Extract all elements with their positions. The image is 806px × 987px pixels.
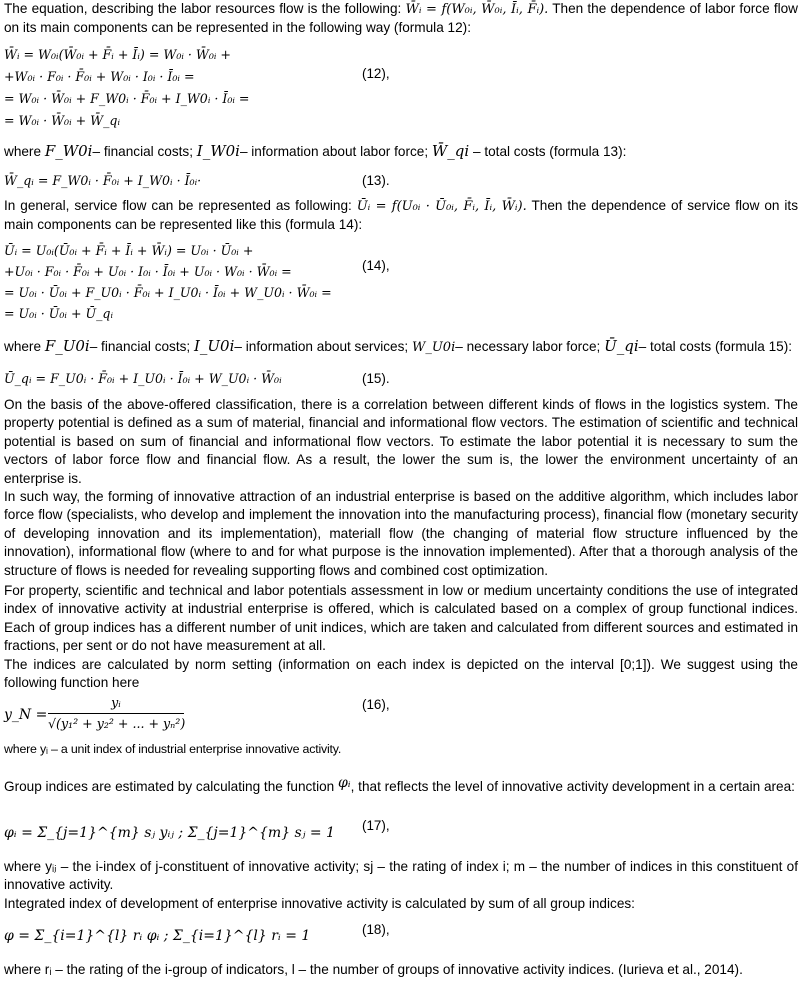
equation-number-13: (13). (362, 173, 390, 188)
equation-number-15: (15). (362, 371, 390, 386)
where-labor-terms (4, 142, 798, 161)
eq17-body: φᵢ = Σ_{j=1}^{m} sⱼ yᵢⱼ ; Σ_{j=1}^{m} sⱼ = 1 (4, 825, 335, 841)
equation-number-14: (14), (362, 258, 390, 273)
eq16-denominator: √(y₁² + y₂² + ... + yₙ²) (48, 716, 186, 731)
eq14-line-4: = U₀ᵢ · Ū₀ᵢ + Ū_qᵢ (4, 306, 114, 321)
rating-terms-definition: where rᵢ – the rating of the i-group of indicators, l – the number of groups of innovative activity indices. (Iurieva et al., 2014). (4, 962, 743, 977)
paragraph-labor-flow (4, 0, 798, 38)
symbol-iw0i: I_W0i (196, 142, 240, 160)
wqi-definition: – total costs (formula 13): (473, 144, 627, 159)
unit-index-definition: where yᵢ – a unit index of industrial enterprise innovative activity. (4, 742, 342, 756)
where-rating-terms (4, 961, 798, 979)
where-service-terms (4, 337, 798, 357)
group-indices-text: Group indices are estimated by calculating the function (4, 779, 335, 794)
eq16-fraction-bar (48, 713, 184, 714)
labor-flow-text: The equation, describing the labor resources flow is the following: (4, 1, 402, 16)
equation-12 (4, 44, 798, 132)
symbol-iu0i: I_U0i (193, 337, 235, 355)
group-indices-tail: , that reflects the level of innovative activity development in a certain area: (350, 779, 795, 794)
iw0i-definition: – information about labor force; (239, 144, 429, 159)
eq16-lhs: y_N = (4, 707, 48, 723)
fw0i-definition: – financial costs; (92, 144, 193, 159)
paragraph-correlation (4, 396, 798, 488)
paragraph-innovative-attraction (4, 488, 798, 580)
where-label: where (4, 339, 42, 354)
labor-flow-inline-formula: W̄ᵢ = f(W₀ᵢ, W̄₀ᵢ, Īᵢ, F̄ᵢ). (405, 2, 549, 17)
where-unit-index (4, 740, 798, 758)
paragraph-integrated-index (4, 582, 798, 656)
where-label: where (4, 144, 42, 159)
innovative-attraction-text: In such way, the forming of innovative attraction of an industrial enterprise is based on the additive algorithm, which includes labor force flow (specialists, who develop and implement the innovation into the manufacturing process), financial flow (monetary security of developing innovation and its implementation), materiall flow (the changing of material flow structure influenced by the innovation), informational flow (where to and for what purpose is the innovation implemented). After that a thorough analysis of the structure of flows is needed for revealing supporting flows and combined cost optimization. (4, 489, 798, 578)
equation-number-18: (18), (362, 922, 390, 937)
fu0i-definition: – financial costs; (89, 339, 191, 354)
eq14-line-1: Ūᵢ = U₀ᵢ(Ū₀ᵢ + F̄ᵢ + Īᵢ + W̄ᵢ) = U₀ᵢ · Ū₀ᵢ + (4, 243, 254, 258)
wu0i-definition: – necessary labor force; (455, 339, 601, 354)
equation-18 (4, 918, 798, 956)
symbol-wu0i: W_U0i (411, 340, 456, 355)
equation-number-16: (16), (362, 697, 390, 712)
where-group-terms (4, 858, 798, 895)
service-flow-tail: Then the dependence of service flow on its main components can be represented like this (formula 14): (4, 198, 799, 233)
uqi-definition: – total costs (formula 15): (638, 339, 793, 354)
equation-number-17: (17), (362, 818, 390, 833)
eq18-body: φ = Σ_{i=1}^{l} rᵢ φᵢ ; Σ_{i=1}^{l} rᵢ = 1 (4, 928, 311, 944)
service-flow-text: In general, service flow can be represented as following: (4, 198, 352, 213)
equation-15 (4, 371, 798, 388)
eq12-line-2: +W₀ᵢ · F₀ᵢ · F̄₀ᵢ + W₀ᵢ · I₀ᵢ · Ī₀ᵢ = (4, 69, 195, 84)
integrated-index-text: For property, scientific and technical and labor potentials assessment in low or medium uncertainty conditions the use of integrated index of innovative activity at industrial enterprise is offered, which is calculated based on a complex of group functional indices. Each of group indices has a different number of unit indices, which are taken and calculated from different sources and estimated in fractions, per sent or do not have measurement at all. (4, 583, 798, 654)
paragraph-group-indices (4, 774, 798, 796)
equation-17 (4, 816, 798, 852)
correlation-text: On the basis of the above-offered classification, there is a correlation between different kinds of flows in the logistics system. The property potential is defined as a sum of material, financial and informational flow vectors. The estimation of scientific and technical potential is based on sum of financial and informational flow vectors. To estimate the labor potential it is necessary to sum the vectors of labor force flow and financial flow. As a result, the lower the sum is, the lower the environment uncertainty of an enterprise is. (4, 397, 798, 486)
norm-setting-text: The indices are calculated by norm setting (information on each index is depicted on the interval [0;1]). We suggest using the following function here (4, 657, 798, 691)
symbol-wqi: W̄_qi (431, 142, 470, 160)
symbol-fu0i: F_U0i (44, 337, 90, 355)
symbol-uqi: Ū_qi (604, 337, 639, 355)
equation-13 (4, 173, 798, 190)
eq12-line-3: = W₀ᵢ · W̄₀ᵢ + F_W0ᵢ · F̄₀ᵢ + I_W0ᵢ · Ī₀ᵢ = (4, 91, 250, 106)
eq15-body: Ū_qᵢ = F_U0ᵢ · F̄₀ᵢ + I_U0ᵢ · Ī₀ᵢ + W_U0ᵢ · W̄₀ᵢ (4, 371, 282, 386)
eq12-line-1: W̄ᵢ = W₀ᵢ(W̄₀ᵢ + F̄ᵢ + Īᵢ) = W₀ᵢ · W̄₀ᵢ + (4, 47, 231, 62)
integrated-development-text: Integrated index of development of enterprise innovative activity is calculated by sum of all group indices: (4, 896, 635, 911)
equation-16 (4, 695, 798, 737)
eq12-line-4: = W₀ᵢ · W̄₀ᵢ + W̄_qᵢ (4, 113, 121, 128)
paragraph-integrated-development (4, 895, 798, 913)
paragraph-service-flow (4, 197, 798, 235)
equation-number-12: (12), (362, 66, 390, 81)
symbol-fw0i: F_W0i (44, 142, 93, 160)
symbol-phi-i: φᵢ (338, 775, 351, 791)
eq16-numerator: yᵢ (111, 695, 121, 710)
eq13-body: W̄_qᵢ = F_W0ᵢ · F̄₀ᵢ + I_W0ᵢ · Ī₀ᵢ· (4, 173, 202, 188)
group-terms-definition: where yᵢⱼ – the i-index of j-constituent of innovative activity; sj – the rating of index i; m – the number of indices in this constituent of innovative activity. (4, 859, 798, 893)
equation-14 (4, 240, 798, 324)
labor-flow-tail: Then the dependence of labor force flow on its main components can be represented in the following way (formula 12): (4, 1, 798, 36)
service-flow-inline-formula: Ūᵢ = f(U₀ᵢ · Ū₀ᵢ, F̄ᵢ, Īᵢ, W̄ᵢ). (356, 199, 527, 214)
eq14-line-2: +U₀ᵢ · F₀ᵢ · F̄₀ᵢ + U₀ᵢ · I₀ᵢ · Ī₀ᵢ + U₀ᵢ · W₀ᵢ · W̄₀ᵢ = (4, 264, 292, 279)
paragraph-norm-setting (4, 656, 798, 693)
iu0i-definition: – information about services; (234, 339, 409, 354)
eq14-line-3: = U₀ᵢ · Ū₀ᵢ + F_U0ᵢ · F̄₀ᵢ + I_U0ᵢ · Ī₀ᵢ + W_U0ᵢ · W̄₀ᵢ = (4, 285, 332, 300)
